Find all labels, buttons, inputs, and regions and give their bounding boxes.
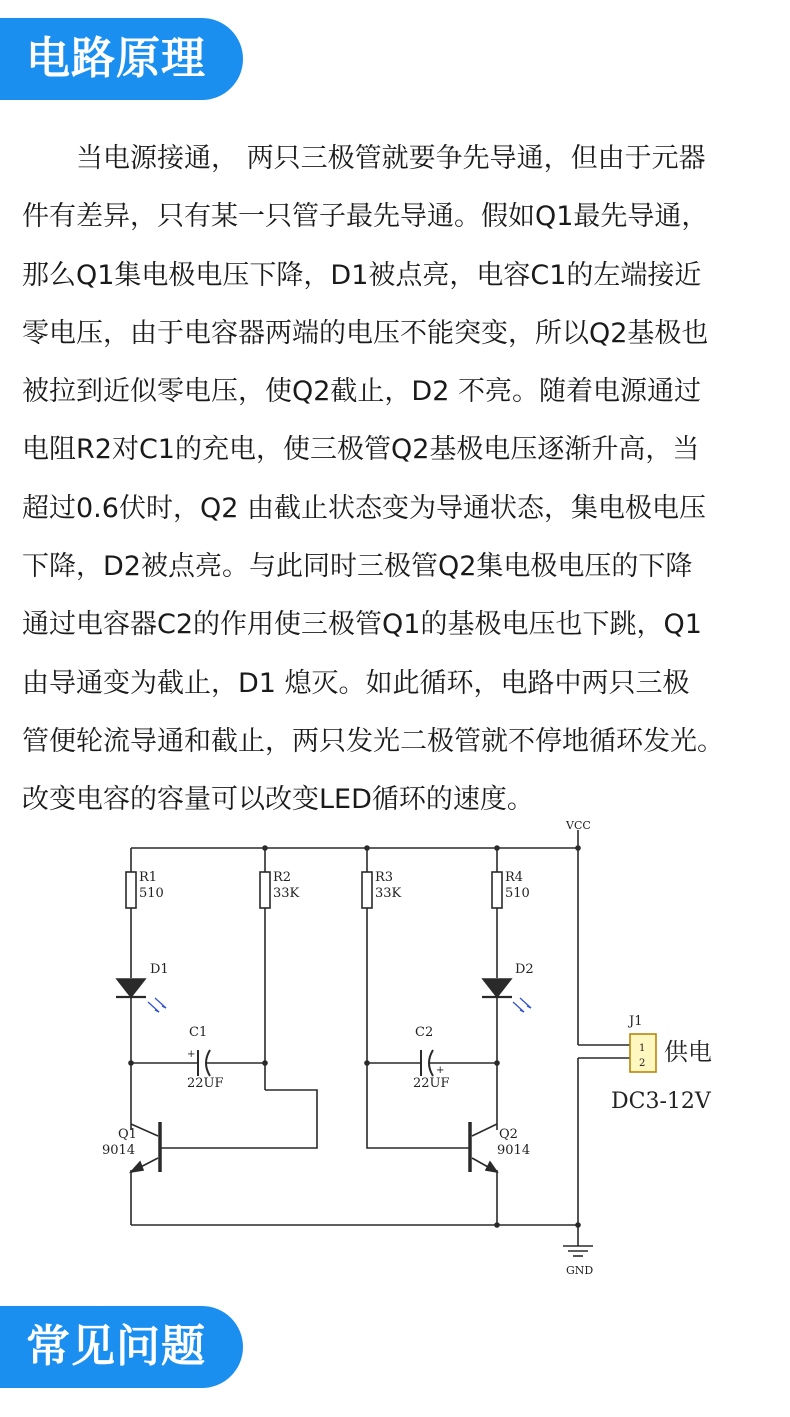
- c2-name: C2: [415, 1025, 434, 1040]
- resistor-r2: [260, 872, 270, 908]
- section-banner-faq: [0, 1306, 243, 1388]
- paragraph-line: 下降，D2被点亮。与此同时三极管Q2集电极电压的下降: [22, 551, 693, 583]
- led-d1: [116, 979, 166, 1012]
- r2-value: 33K: [273, 886, 300, 901]
- paragraph-line: 由导通变为截止，D1 熄灭。如此循环，电路中两只三极: [22, 667, 690, 699]
- j1-supply-label: 供电: [664, 1038, 712, 1066]
- circuit-explanation-paragraph: [22, 130, 782, 830]
- c2-polarity: +: [436, 1065, 445, 1076]
- gnd-label: GND: [566, 1264, 594, 1277]
- j1-pin2: 2: [639, 1058, 646, 1069]
- resistor-r1: [126, 872, 136, 908]
- paragraph-line: 零电压，由于电容器两端的电压不能突变，所以Q2基极也: [22, 317, 709, 349]
- r3-value: 33K: [375, 886, 402, 901]
- led-d2: [482, 979, 531, 1012]
- paragraph-line: 超过0.6伏时，Q2 由截止状态变为导通状态，集电极电压: [22, 492, 706, 524]
- resistor-r3: [362, 872, 372, 908]
- r1-value: 510: [139, 886, 164, 901]
- j1-voltage-rating: DC3-12V: [611, 1089, 711, 1114]
- q1-name: Q1: [118, 1127, 137, 1142]
- c1-value: 22UF: [187, 1076, 224, 1091]
- circuit-schematic: [90, 815, 740, 1285]
- vcc-label: VCC: [566, 819, 591, 832]
- r1-name: R1: [139, 870, 158, 885]
- q2-value: 9014: [497, 1143, 531, 1158]
- section-title: 常见问题: [26, 1321, 206, 1372]
- paragraph-line: 通过电容器C2的作用使三极管Q1的基极电压也下跳，Q1: [22, 609, 702, 641]
- section-title: 电路原理: [26, 33, 206, 84]
- section-banner-circuit-principle: [0, 18, 243, 100]
- c1-polarity: +: [187, 1049, 196, 1060]
- paragraph-line: 当电源接通， 两只三极管就要争先导通，但由于元器: [22, 143, 706, 174]
- ground-symbol: [563, 1240, 593, 1256]
- r4-value: 510: [505, 886, 530, 901]
- r4-name: R4: [505, 870, 524, 885]
- j1-name: J1: [629, 1014, 643, 1029]
- j1-pin1: 1: [639, 1043, 646, 1054]
- c2-value: 22UF: [413, 1076, 450, 1091]
- q2-name: Q2: [499, 1127, 518, 1142]
- d1-label: D1: [150, 962, 169, 977]
- r3-name: R3: [375, 870, 394, 885]
- resistor-r4: [492, 872, 502, 908]
- paragraph-line: 被拉到近似零电压，使Q2截止，D2 不亮。随着电源通过: [22, 376, 701, 408]
- transistor-q2: [470, 1122, 497, 1172]
- paragraph-line: 件有差异，只有某一只管子最先导通。假如Q1最先导通，: [22, 201, 709, 233]
- d2-label: D2: [515, 962, 534, 977]
- r2-name: R2: [273, 870, 292, 885]
- paragraph-line: 电阻R2对C1的充电，使三极管Q2基极电压逐渐升高，当: [22, 434, 700, 466]
- paragraph-line: 那么Q1集电极电压下降，D1被点亮，电容C1的左端接近: [22, 259, 702, 291]
- q1-value: 9014: [102, 1143, 136, 1158]
- paragraph-line: 改变电容的容量可以改变LED循环的速度。: [22, 784, 534, 816]
- c1-name: C1: [189, 1025, 208, 1040]
- paragraph-line: 管便轮流导通和截止，两只发光二极管就不停地循环发光。: [22, 725, 724, 757]
